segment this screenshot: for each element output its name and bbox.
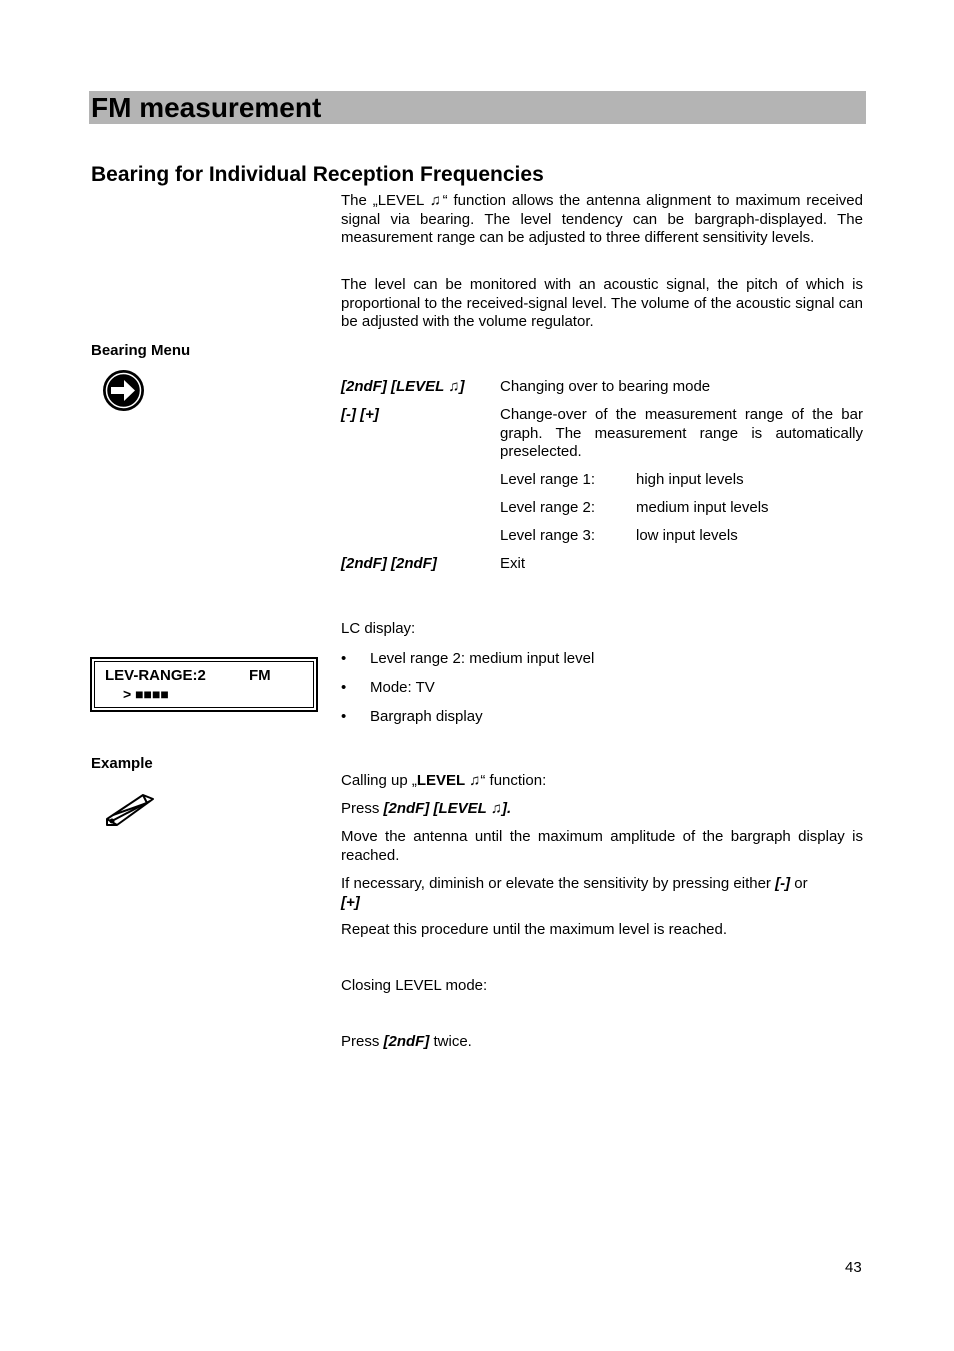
key-exit: [2ndF] [2ndF] <box>341 555 437 572</box>
intro-paragraph-2: The level can be monitored with an acoustic signal, the pitch of which is proportional to the received-signal level. The volume of the acoustic signal can be adjusted with the volume regulator. <box>341 276 863 331</box>
press-twice-line: Press [2ndF] twice. <box>341 1033 472 1050</box>
lcd-intro: LC display: <box>341 620 416 637</box>
key-range: [-] [+] <box>341 406 379 423</box>
page-number: 43 <box>845 1259 862 1276</box>
desc-range: Change-over of the measurement range of the bar graph. The measurement range is automatically preselected. <box>500 406 863 461</box>
lcd-line-2: > ■■■■ <box>123 686 169 702</box>
level-range-2-label: Level range 2: <box>500 499 596 516</box>
pencil-icon <box>103 789 155 829</box>
page-title: FM measurement <box>91 92 322 123</box>
bearing-menu-label: Bearing Menu <box>91 342 191 359</box>
level-range-1-value: high input levels <box>636 471 744 488</box>
move-antenna-text: Move the antenna until the maximum amplitude of the bargraph display is reached. <box>341 828 863 864</box>
intro-paragraph-1: The „LEVEL ♫“ function allows the antenna alignment to maximum received signal via bearing. The level tendency can be bargraph-displayed. The measurement range can be adjusted to three different sensitivity levels. <box>341 192 863 247</box>
bullet-dot: • <box>341 679 347 696</box>
desc-level: Changing over to bearing mode <box>500 378 711 395</box>
example-label: Example <box>91 755 153 772</box>
bullet-dot: • <box>341 650 347 667</box>
diminish-text: If necessary, diminish or elevate the sensitivity by pressing either [-] or [+] <box>341 875 808 911</box>
lcd-line-1: LEV-RANGE:2 <box>105 667 206 684</box>
bullet-dot: • <box>341 708 347 725</box>
bullet-item: Level range 2: medium input level <box>370 650 595 667</box>
level-range-3-label: Level range 3: <box>500 527 596 544</box>
key-level: [2ndF] [LEVEL ♫] <box>341 378 465 395</box>
press-level-line: Press [2ndF] [LEVEL ♫]. <box>341 800 512 817</box>
closing-text: Closing LEVEL mode: <box>341 977 488 994</box>
lcd-mode: FM <box>249 667 271 684</box>
level-range-2-value: medium input levels <box>636 499 769 516</box>
desc-exit: Exit <box>500 555 526 572</box>
section-heading: Bearing for Individual Reception Frequencies <box>91 163 544 186</box>
bullet-item: Bargraph display <box>370 708 483 725</box>
bullet-item: Mode: TV <box>370 679 435 696</box>
level-range-1-label: Level range 1: <box>500 471 596 488</box>
level-range-3-value: low input levels <box>636 527 738 544</box>
arrow-right-circle-icon <box>102 369 145 412</box>
calling-up-line: Calling up „LEVEL ♫“ function: <box>341 772 547 789</box>
repeat-text: Repeat this procedure until the maximum level is reached. <box>341 921 728 938</box>
